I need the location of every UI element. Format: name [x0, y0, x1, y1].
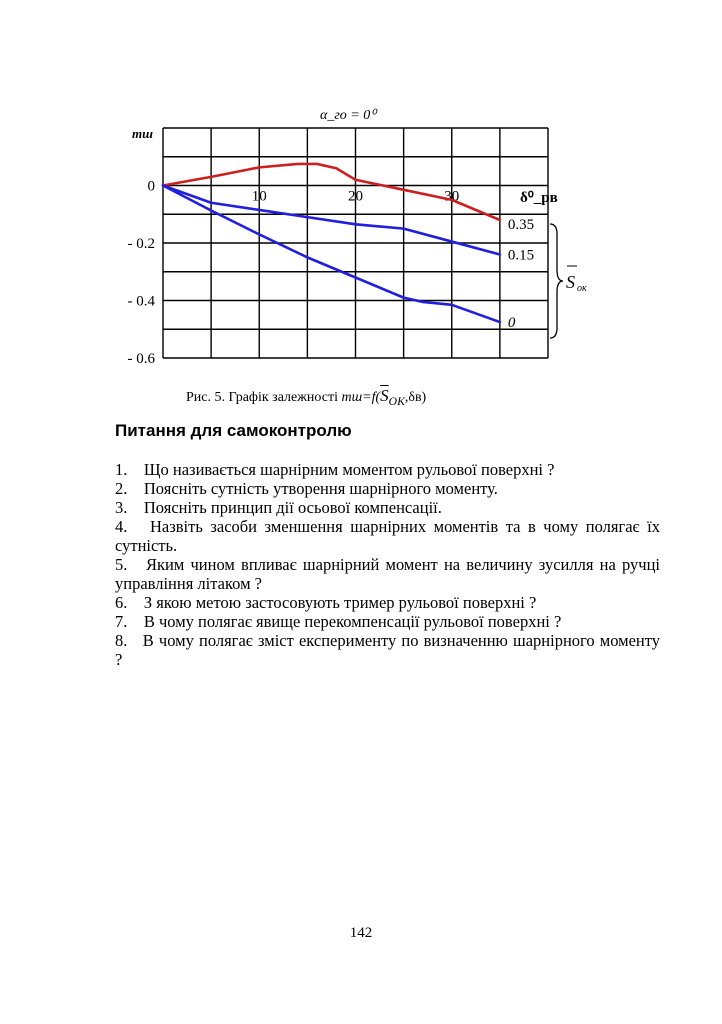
caption-s-bar: $\overline{S}$	[380, 386, 389, 405]
caption-rest: ,δв)	[404, 390, 427, 405]
brace-label	[566, 266, 587, 294]
question-item: 2. Поясніть сутність утворення шарнірного моменту.	[115, 479, 498, 498]
question-item: 1. Що називається шарнірним моментом рульової поверхні ?	[115, 460, 555, 479]
question-item: 7. В чому полягає явище перекомпенсації рульової поверхні ?	[115, 612, 562, 631]
question-item: 4. Назвіть засоби зменшення шарнірних моментів та в чому полягає їх сутність.	[115, 517, 660, 555]
series-label: 0.15	[507, 247, 535, 264]
y-tick-label: - 0.6	[127, 351, 155, 367]
series-label: 0.35	[507, 217, 535, 233]
caption-func: mш=f(	[341, 390, 381, 405]
hinge-moment-chart	[0, 0, 722, 410]
caption-prefix: Рис. 5. Графік залежності	[186, 390, 338, 405]
question-item: 3. Поясніть принцип дії осьової компенсації.	[115, 498, 442, 517]
section-heading: Питання для самоконтролю	[115, 421, 352, 440]
parameter-brace	[550, 224, 563, 338]
question-list	[115, 460, 660, 669]
page-number: 142	[349, 925, 373, 941]
series-labels	[508, 217, 534, 331]
x-tick-label: 20	[348, 188, 363, 205]
x-tick-label: 10	[251, 188, 267, 205]
x-axis-label: δ⁰_рв	[520, 190, 558, 206]
y-tick-label: - 0.2	[127, 236, 155, 252]
question-item: 6. З якою метою застосовують тример рульової поверхні ?	[115, 593, 537, 612]
y-tick-label: 0	[147, 178, 155, 195]
figure-caption	[186, 386, 426, 408]
svg-text:ок: ок	[577, 283, 587, 294]
tick-labels	[128, 179, 460, 368]
series-label: 0	[507, 315, 516, 332]
question-item: 5. Яким чином впливає шарнірний момент на величину зусилля на ручці управління літаком ?	[115, 555, 660, 593]
chart-grid	[163, 128, 548, 358]
question-item: 8. В чому полягає зміст експерименту по визначенню шарнірного моменту ?	[115, 631, 660, 669]
series-line-3	[163, 186, 500, 323]
x-tick-label: 30	[444, 188, 460, 205]
y-axis-label: mш	[132, 126, 153, 141]
chart-title: α_го = 0⁰	[320, 108, 376, 123]
svg-text:S: S	[566, 272, 575, 292]
y-tick-label: - 0.4	[127, 293, 155, 310]
caption-ok: ОК	[388, 394, 405, 408]
